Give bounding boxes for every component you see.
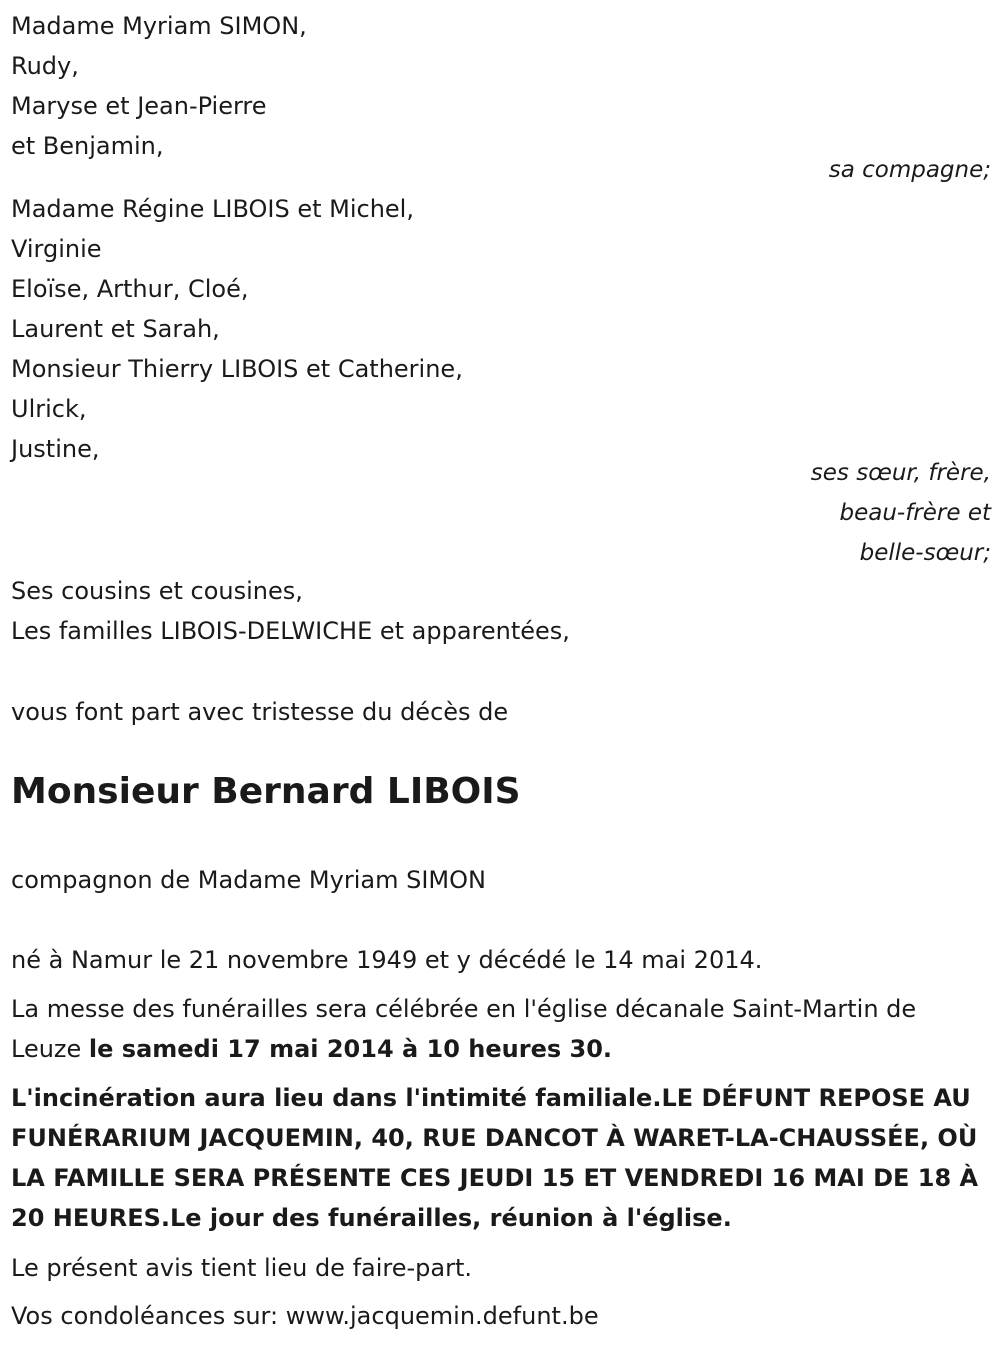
funeral-date: le samedi 17 mai 2014 à 10 heures 30. — [88, 1035, 613, 1063]
family-line: Laurent et Sarah, — [11, 315, 220, 343]
relation-line: ses sœur, frère, — [810, 460, 991, 486]
relation-line: beau-frère et — [839, 500, 991, 526]
siblings-relation — [811, 453, 991, 573]
announcement: vous font part avec tristesse du décès de — [11, 698, 509, 726]
relation-line: belle-sœur; — [859, 540, 991, 566]
cremation-details: L'incinération aura lieu dans l'intimité familiale.LE DÉFUNT REPOSE AU FUNÉRARIUM JACQUEMIN, 40, RUE DANCOT À WARET-LA-CHAUSSÉE, OÙ LA FAMILLE SERA PRÉSENTE CES JEUDI 15 ET VENDREDI 16 MAI DE 18 À 20 HEURES.Le jour des funérailles, réunion à l'église. — [11, 1084, 979, 1232]
partner-relation: sa compagne; — [828, 157, 991, 183]
family-line: Ses cousins et cousines, — [11, 577, 303, 605]
condolences-line: Vos condoléances sur: www.jacquemin.defunt.be — [11, 1302, 599, 1330]
funeral-text: La messe des funérailles sera célébrée en l'église décanale Saint-Martin de Leuze — [11, 995, 917, 1063]
family-line: Rudy, — [11, 52, 79, 80]
partner-family-group — [11, 6, 307, 166]
extended-family-group — [11, 571, 570, 651]
birth-death-line: né à Namur le 21 novembre 1949 et y décédé le 14 mai 2014. — [11, 946, 763, 974]
deceased-name: Monsieur Bernard LIBOIS — [11, 771, 521, 812]
family-line: Virginie — [11, 235, 102, 263]
family-line: Maryse et Jean-Pierre — [11, 92, 267, 120]
family-line: Eloïse, Arthur, Cloé, — [11, 275, 249, 303]
family-line: Ulrick, — [11, 395, 87, 423]
family-line: Madame Régine LIBOIS et Michel, — [11, 195, 414, 223]
family-line: Madame Myriam SIMON, — [11, 12, 307, 40]
family-line: Monsieur Thierry LIBOIS et Catherine, — [11, 355, 463, 383]
notice-line: Le présent avis tient lieu de faire-part. — [11, 1254, 473, 1282]
family-line: et Benjamin, — [11, 132, 164, 160]
siblings-family-group — [11, 189, 463, 469]
family-line: Les familles LIBOIS-DELWICHE et apparentées, — [11, 617, 570, 645]
companion-line: compagnon de Madame Myriam SIMON — [11, 866, 486, 894]
family-line: Justine, — [11, 435, 100, 463]
funeral-details — [11, 989, 991, 1069]
